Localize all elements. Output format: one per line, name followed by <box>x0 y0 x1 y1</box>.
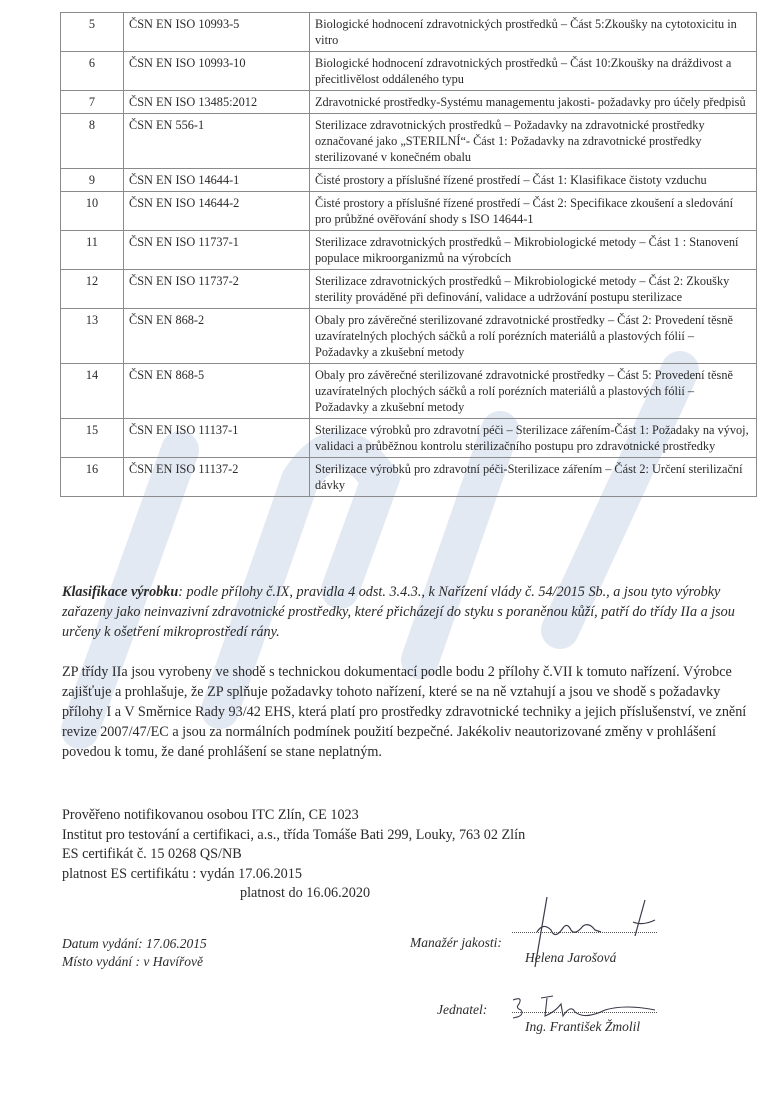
table-row <box>61 114 757 169</box>
certification-block <box>62 806 762 904</box>
standard-code: ČSN EN 868-5 <box>124 364 310 419</box>
classification-label: Klasifikace výrobku <box>62 584 179 600</box>
standard-code: ČSN EN ISO 11137-2 <box>124 458 310 497</box>
table-row <box>61 231 757 270</box>
table-row <box>61 364 757 419</box>
standard-code: ČSN EN ISO 10993-5 <box>124 13 310 52</box>
standards-table <box>60 12 757 497</box>
standard-description: Biologické hodnocení zdravotnických prostředků – Část 5:Zkoušky na cytotoxicitu in vitro <box>310 13 757 52</box>
table-row <box>61 13 757 52</box>
standard-code: ČSN EN ISO 11737-1 <box>124 231 310 270</box>
row-number: 12 <box>61 270 124 309</box>
conformity-paragraph: ZP třídy IIa jsou vyrobeny ve shodě s technickou dokumentací podle bodu 2 přílohy č.VII k tomuto nařízení. Výrobce zajišťuje a prohlašuje, že ZP splňuje požadavky tohoto nařízení, které se na ně vztahují a jsou ve shodě s požadavky přílohy I a V Směrnice Rady 93/42 EHS, která platí pro prostředky zdravotnické techniky a jejich příslušenství, ve znění revize 2007/47/EC a jsou za normálních podmínek použití bezpečné. Jakékoliv neautorizované změny v prohlášení povedou k tomu, že dané prohlášení se stane neplatným. <box>62 664 747 760</box>
director-label: Jednatel: <box>437 1002 488 1017</box>
row-number: 10 <box>61 192 124 231</box>
row-number: 5 <box>61 13 124 52</box>
cert-line-3: ES certifikát č. 15 0268 QS/NB <box>62 846 242 862</box>
standard-description: Sterilizace zdravotnických prostředků – Mikrobiologické metody – Část 1 : Stanovení populace mikroorganizmů na výrobcích <box>310 231 757 270</box>
issue-place: Místo vydání : v Havířově <box>62 954 203 969</box>
row-number: 11 <box>61 231 124 270</box>
standard-description: Sterilizace zdravotnických prostředků – Požadavky na zdravotnické prostředky označované jako „STERILNÍ“- Část 1: Požadavky na zdravotnické prostředky sterilizované v konečném obalu <box>310 114 757 169</box>
director-name: Ing. František Žmolil <box>525 1019 641 1034</box>
cert-line-2: Institut pro testování a certifikaci, a.s., třída Tomáše Bati 299, Louky, 763 02 Zlín <box>62 826 526 843</box>
standard-description: Sterilizace zdravotnických prostředků – Mikrobiologické metody – Část 2: Zkoušky sterility prováděné při definování, validace a udržování postupu sterilizace <box>310 270 757 309</box>
issue-block <box>62 935 207 971</box>
standard-code: ČSN EN ISO 14644-1 <box>124 169 310 192</box>
quality-manager-name: Helena Jarošová <box>525 950 617 965</box>
row-number: 15 <box>61 419 124 458</box>
standard-description: Čisté prostory a příslušné řízené prostředí – Část 1: Klasifikace čistoty vzduchu <box>310 169 757 192</box>
row-number: 9 <box>61 169 124 192</box>
standard-description: Obaly pro závěrečné sterilizované zdravotnické prostředky – Část 2: Provedení těsně uzavíratelných plochých sáčků a rolí porézních materiálů a plastových fólií – Požadavky a zkušební metody <box>310 309 757 364</box>
issue-date: Datum vydání: 17.06.2015 <box>62 936 207 951</box>
standard-code: ČSN EN ISO 10993-10 <box>124 52 310 91</box>
classification-text: : podle přílohy č.IX, pravidla 4 odst. 3.4.3., k Nařízení vlády č. 54/2015 Sb., a jsou tyto výrobky zařazeny jako neinvazivní zdravotnické prostředky, které přicházejí do styku s poraněnou kůží, patří do třídy IIa a jsou určeny k ošetření mikroprostředí rány. <box>62 584 735 640</box>
cert-line-1: Prověřeno notifikovanou osobou ITC Zlín, CE 1023 <box>62 807 359 823</box>
row-number: 7 <box>61 91 124 114</box>
standard-description: Čisté prostory a příslušné řízené prostředí – Část 2: Specifikace zkoušení a sledování pro průbžné ověřování shody s ISO 14644-1 <box>310 192 757 231</box>
row-number: 16 <box>61 458 124 497</box>
table-row <box>61 309 757 364</box>
table-row <box>61 52 757 91</box>
standard-description: Sterilizace výrobků pro zdravotní péči-Sterilizace zářením – Část 2: Určení sterilizační dávky <box>310 458 757 497</box>
classification-paragraph <box>62 582 762 642</box>
row-number: 8 <box>61 114 124 169</box>
standard-description: Obaly pro závěrečné sterilizované zdravotnické prostředky – Část 5: Provedení těsně uzavíratelných plochých sáčků a rolí porézních materiálů a plastových fólií – Požadavky a zkušební metody <box>310 364 757 419</box>
standard-description: Zdravotnické prostředky-Systému managementu jakosti- požadavky pro účely předpisů <box>310 91 757 114</box>
quality-manager-label: Manažér jakosti: <box>410 935 502 950</box>
standard-description: Biologické hodnocení zdravotnických prostředků – Část 10:Zkoušky na dráždivost a přecitlivělost oddáleného typu <box>310 52 757 91</box>
table-row <box>61 270 757 309</box>
standard-code: ČSN EN 556-1 <box>124 114 310 169</box>
standard-description: Sterilizace výrobků pro zdravotní péči – Sterilizace zářením-Část 1: Požadaky na vývoj, validaci a průběžnou kontrolu sterilizačního postupu pro zdravotnické prostředky <box>310 419 757 458</box>
row-number: 6 <box>61 52 124 91</box>
standard-code: ČSN EN ISO 11737-2 <box>124 270 310 309</box>
table-row <box>61 419 757 458</box>
table-row <box>61 192 757 231</box>
row-number: 14 <box>61 364 124 419</box>
standard-code: ČSN EN ISO 14644-2 <box>124 192 310 231</box>
table-row <box>61 169 757 192</box>
standard-code: ČSN EN 868-2 <box>124 309 310 364</box>
table-row <box>61 91 757 114</box>
row-number: 13 <box>61 309 124 364</box>
cert-line-5: platnost do 16.06.2020 <box>240 885 371 901</box>
table-row <box>61 458 757 497</box>
standard-code: ČSN EN ISO 13485:2012 <box>124 91 310 114</box>
cert-line-4: platnost ES certifikátu : vydán 17.06.2015 <box>62 865 302 882</box>
standard-code: ČSN EN ISO 11137-1 <box>124 419 310 458</box>
